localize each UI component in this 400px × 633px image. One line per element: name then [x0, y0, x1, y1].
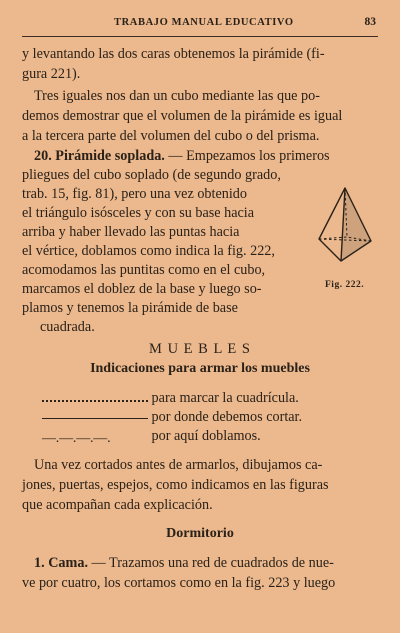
solid-line-symbol: [40, 412, 148, 424]
text-line: jones, puertas, espejos, como indicamos en las figuras: [22, 477, 329, 493]
dash-dot-line-symbol: —.—.—.—.: [42, 430, 111, 446]
text-line: ve por cuatro, los cortamos como en la fig. 223 y luego: [22, 575, 336, 591]
dotted-line-symbol: [40, 393, 148, 405]
text-line: trab. 15, fig. 81), pero una vez obtenido: [22, 186, 247, 202]
item-1-first-line: [34, 553, 334, 573]
legend-text: por aquí doblamos.: [151, 428, 261, 444]
text-line: el triángulo isósceles y con su base hacia: [22, 205, 255, 221]
legend-row-dash-dot: [40, 426, 261, 446]
legend-row-solid: [40, 407, 302, 427]
text-line: demos demostrar que el volumen de la pirámide es igual: [22, 108, 343, 124]
legend-row-dotted: [40, 388, 299, 408]
text-line: plamos y tenemos la pirámide de base: [22, 300, 238, 316]
text-line: que acompañan cada explicación.: [22, 497, 213, 513]
running-header: [22, 14, 378, 37]
section-20-first-line: [34, 146, 330, 166]
text-line: Una vez cortados antes de armarlos, dibujamos ca-: [34, 457, 323, 473]
section-20-first-line-rest: — Empezamos los primeros: [164, 148, 330, 164]
item-1-label: 1. Cama.: [34, 555, 88, 571]
running-title: TRABAJO MANUAL EDUCATIVO: [114, 17, 294, 28]
legend-text: por donde debemos cortar.: [151, 409, 303, 425]
subheading-indicaciones: Indicaciones para armar los muebles: [90, 361, 310, 376]
text-line: marcamos el doblez de la base y luego so-: [22, 281, 262, 297]
text-line: cuadrada.: [40, 319, 95, 335]
section-heading-muebles: M U E B L E S: [149, 341, 251, 357]
page-number: 83: [364, 16, 376, 28]
figure-caption: Fig. 222.: [325, 280, 365, 290]
text-line: Tres iguales nos dan un cubo mediante las que po-: [34, 88, 320, 104]
pyramid-figure: [313, 185, 377, 267]
heading-dormitorio: Dormitorio: [166, 526, 234, 541]
section-20-title: 20. Pirámide soplada.: [34, 148, 165, 164]
text-line: gura 221).: [22, 66, 81, 82]
item-1-rest: — Trazamos una red de cuadrados de nue-: [88, 555, 334, 571]
text-line: y levantando las dos caras obtenemos la pirámide (fi-: [22, 46, 325, 62]
text-line: pliegues del cubo soplado (de segundo grado,: [22, 167, 281, 183]
text-line: el vértice, doblamos como indica la fig. 222,: [22, 243, 275, 259]
text-line: a la tercera parte del volumen del cubo o del prisma.: [22, 128, 320, 144]
legend-text: para marcar la cuadrícula.: [151, 390, 299, 406]
text-line: arriba y haber llevado las puntas hacia: [22, 224, 240, 240]
text-line: acomodamos las puntitas como en el cubo,: [22, 262, 266, 278]
